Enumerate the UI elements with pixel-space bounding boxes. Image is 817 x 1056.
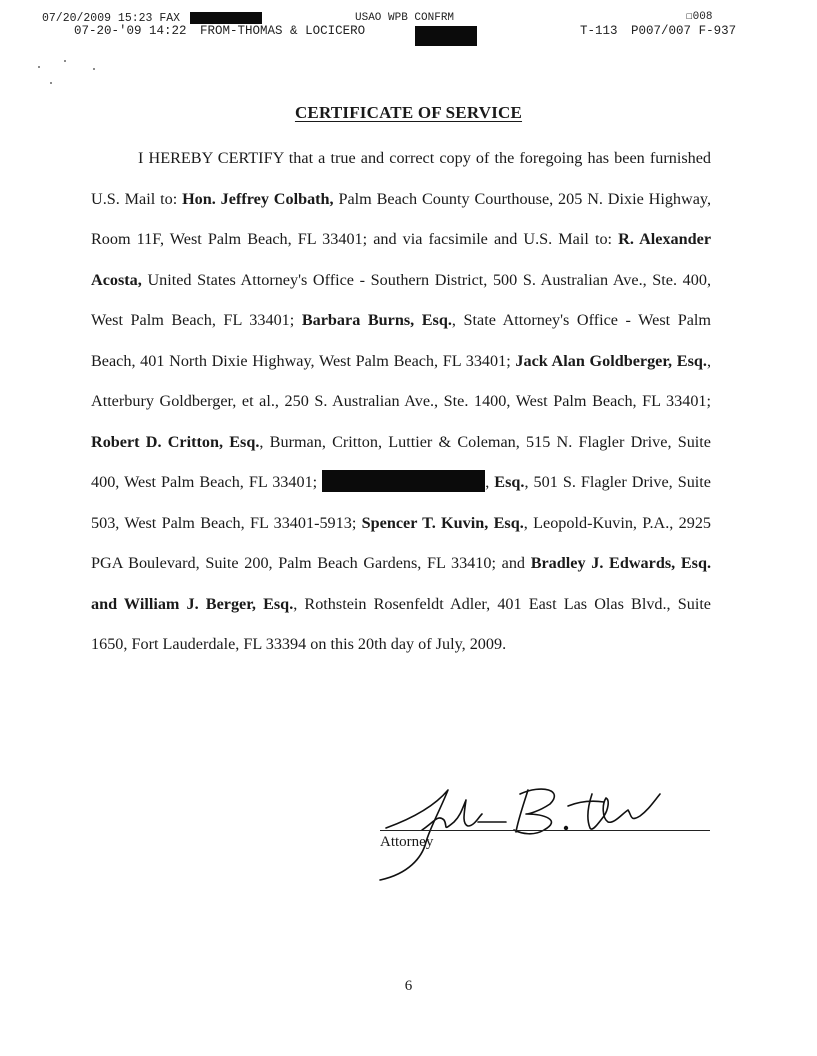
recipient-name: R. Alexander Acosta, bbox=[91, 230, 712, 289]
scan-artifact bbox=[64, 60, 66, 62]
redacted-name bbox=[322, 470, 485, 492]
fax-form-id: F-937 bbox=[698, 24, 737, 38]
fax-sent-datetime: 07-20-'09 14:22 bbox=[74, 24, 187, 38]
recipient-name: Jack Alan Goldberger, Esq. bbox=[515, 351, 707, 370]
fax-page-code: ☐008 bbox=[686, 11, 713, 23]
fax-transmission-id: T-113 bbox=[580, 24, 618, 38]
scan-artifact bbox=[50, 82, 52, 84]
redaction-block bbox=[415, 26, 477, 46]
page-number: 6 bbox=[404, 978, 413, 994]
fax-datetime: 07/20/2009 15:23 FAX bbox=[42, 12, 181, 26]
fax-transmission-info bbox=[580, 25, 736, 38]
recipient-name: Robert D. Critton, Esq. bbox=[91, 432, 260, 451]
recipient-name: Barbara Burns, Esq. bbox=[301, 311, 452, 329]
fax-header-line-2 bbox=[74, 25, 365, 38]
scan-artifact bbox=[93, 68, 95, 70]
document-title: CERTIFICATE OF SERVICE bbox=[294, 103, 523, 122]
scan-artifact bbox=[38, 66, 40, 68]
signature-block bbox=[378, 770, 718, 890]
recipient-name: Spencer T. Kuvin, Esq. bbox=[361, 513, 524, 532]
recipient-name: Hon. Jeffrey Colbath, bbox=[182, 189, 334, 208]
fax-page-count: P007/007 bbox=[631, 24, 692, 38]
fax-from: FROM-THOMAS & LOCICERO bbox=[200, 24, 366, 38]
certificate-paragraph: I HEREBY CERTIFY that a true and correct copy of the foregoing has been furnished U.S. Mail to: Hon. Jeffrey Colbath, Palm Beach County Courthouse, 205 N. Dixie Highway, Room 11F, West Palm Beach, FL 33401; and via facsimile and U.S. Mail to: R. Alexander Acosta, United States Attorney's Office - Southern District, 500 S. Australian Ave., Ste. 400, West Palm Beach, FL 33401; Barbara Burns, Esq., State Attorney's Office - West Palm Beach, 401 North Dixie Highway, West Palm Beach, FL 33401; Jack Alan Goldberger, Esq., Atterbury Goldberger, et al., 250 S. Australian Ave., Ste. 1400, West Palm Beach, FL 33401; Robert D. Critton, Esq., Burman, Critton, Luttier & Coleman, 515 N. Flagler Drive, Suite 400, West Palm Beach, FL 33401; , Esq., 501 S. Flagler Drive, Suite 503, West Palm Beach, FL 33401-5913; Spencer T. Kuvin, Esq., Leopold-Kuvin, P.A., 2925 PGA Boulevard, Suite 200, Palm Beach Gardens, FL 33410; and Bradley J. Edwards, Esq. and William J. Berger, Esq., Rothstein Rosenfeldt Adler, 401 East Las Olas Blvd., Suite 1650, Fort Lauderdale, FL 33394 on this 20th day of July, 2009. bbox=[91, 149, 712, 653]
recipient-name: Bradley J. Edwards, Esq. and William J. Berger, Esq. bbox=[91, 554, 711, 613]
certificate-body bbox=[91, 138, 711, 665]
signature-line bbox=[380, 830, 710, 831]
fax-agency: USAO WPB CONFRM bbox=[355, 12, 455, 24]
signature-label: Attorney bbox=[380, 834, 434, 850]
redaction-block bbox=[190, 12, 262, 24]
recipient-name: Esq. bbox=[494, 473, 525, 491]
